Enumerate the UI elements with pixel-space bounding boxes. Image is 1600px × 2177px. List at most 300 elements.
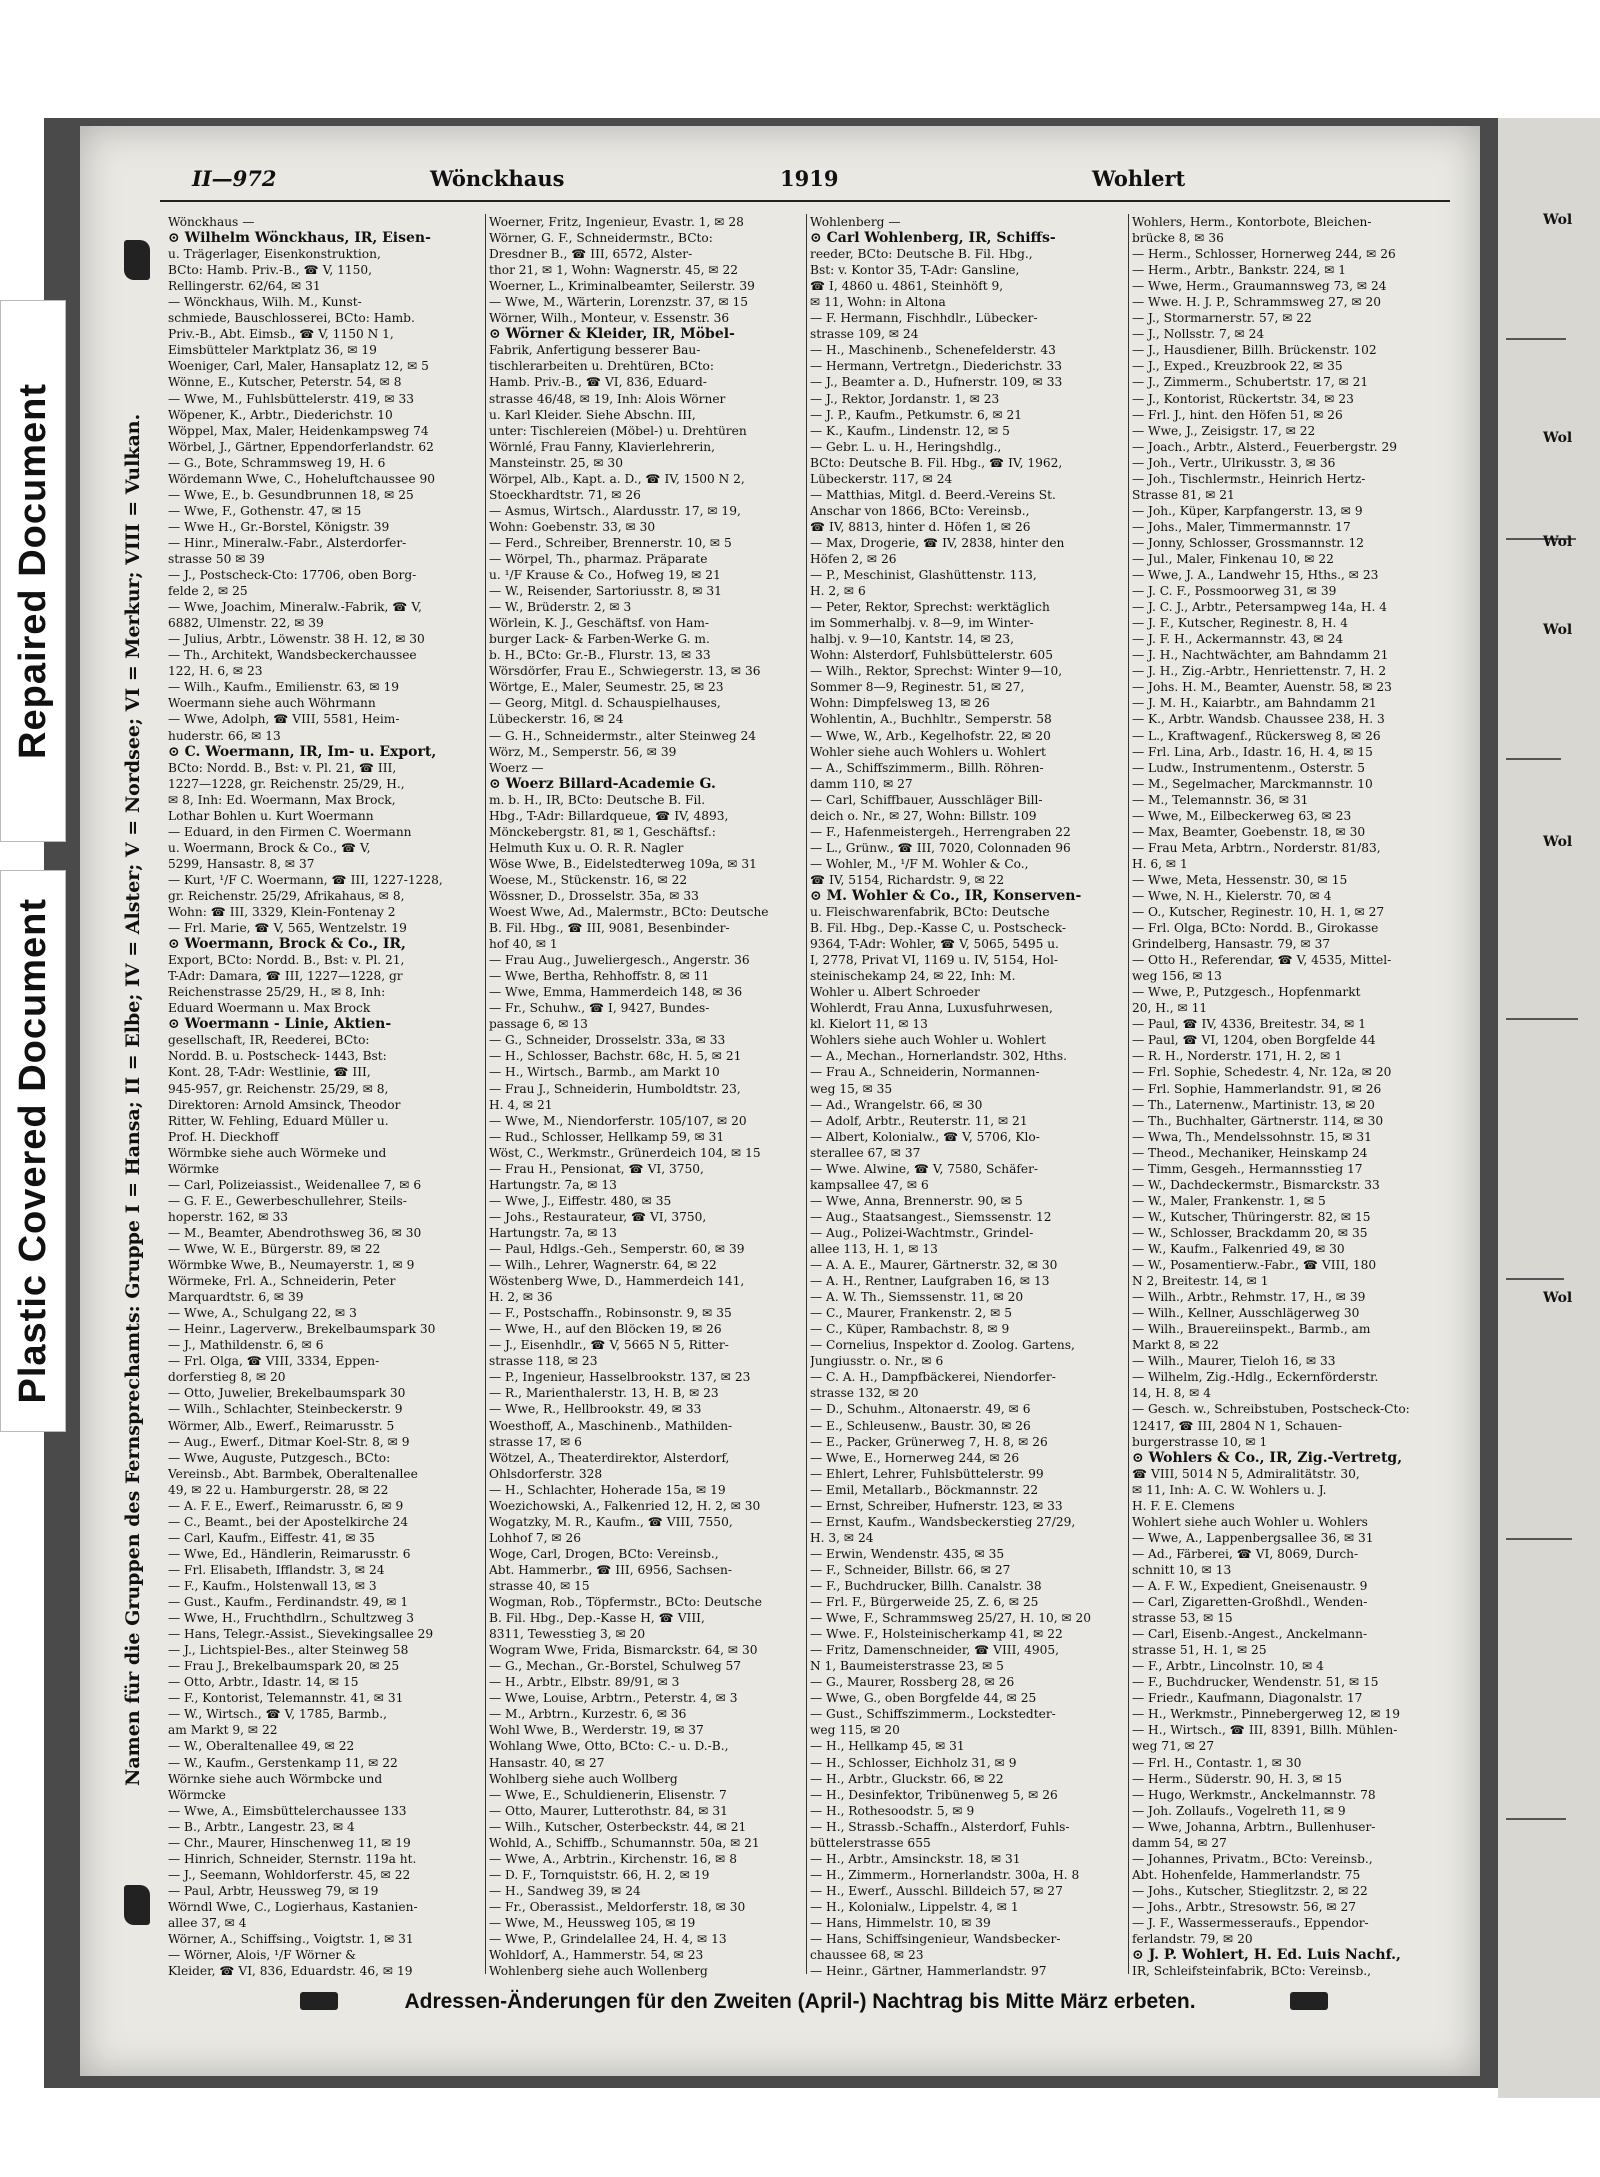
directory-entry-line: Wörlein, K. J., Geschäftsf. von Ham- (489, 616, 710, 631)
directory-entry-line: — Frl. Lina, Arb., Idastr. 16, H. 4, ✉ 15 (1132, 744, 1373, 759)
directory-entry-line: — Gebr. L. u. H., Heringshdlg., (810, 439, 1002, 454)
directory-entry-line: Woeniger, Carl, Maler, Hansaplatz 12, ✉ 5 (168, 359, 429, 374)
directory-entry-line: — Gesch. w., Schreibstuben, Postscheck-Cto: (1132, 1402, 1410, 1417)
directory-entry-line: Wörpel, Alb., Kapt. a. D., ☎ IV, 1500 N 2, (489, 471, 745, 486)
directory-entry-line: — Rud., Schlosser, Hellkamp 59, ✉ 31 (489, 1129, 725, 1144)
directory-entry-line: — Ad., Wrangelstr. 66, ✉ 30 (810, 1097, 983, 1112)
directory-entry-line: — G. H., Schneidermstr., alter Steinweg 24 (489, 728, 757, 743)
directory-entry-line: — Matthias, Mitgl. d. Beerd.-Vereins St. (810, 487, 1056, 502)
directory-entry-line: Markt 8, ✉ 22 (1132, 1338, 1219, 1353)
directory-entry-line: Wönne, E., Kutscher, Peterstr. 54, ✉ 8 (168, 375, 402, 390)
directory-entry-line: 122, H. 6, ✉ 23 (168, 664, 263, 679)
directory-entry-line: Wörndl Wwe, C., Logierhaus, Kastanien- (168, 1899, 418, 1914)
directory-entry-line: Helmuth Kux u. O. R. R. Nagler (489, 840, 684, 855)
directory-entry-line: ⊙ Carl Wohlenberg, IR, Schiffs- (810, 230, 1056, 247)
directory-entry-line: — Frl. H., Contastr. 1, ✉ 30 (1132, 1755, 1302, 1770)
directory-entry-line: Woesthoff, A., Maschinenb., Mathilden- (489, 1418, 733, 1433)
directory-entry-line: huderstr. 66, ✉ 13 (168, 728, 281, 743)
directory-entry-line: — Wwa, Th., Mendelssohnstr. 15, ✉ 31 (1132, 1129, 1372, 1144)
directory-entry-line: — J., Exped., Kreuzbrook 22, ✉ 35 (1132, 359, 1343, 374)
directory-entry-line: — P., Meschinist, Glashüttenstr. 113, (810, 568, 1037, 583)
directory-entry-line: — Gust., Kaufm., Ferdinandstr. 49, ✉ 1 (168, 1595, 409, 1610)
directory-entry-line: — Frau H., Pensionat, ☎ VI, 3750, (489, 1161, 704, 1176)
directory-entry-line: Wöpener, K., Arbtr., Diederichstr. 10 (168, 407, 393, 422)
directory-entry-line: — Wilh., Arbtr., Rehmstr. 17, H., ✉ 39 (1132, 1290, 1366, 1305)
directory-entry-line: — Th., Laternenw., Martinistr. 13, ✉ 20 (1132, 1097, 1375, 1112)
directory-entry-line: — A., Schiffszimmerm., Billh. Röhren- (810, 760, 1044, 775)
directory-entry-line: — Wwe. H. J. P., Schrammsweg 27, ✉ 20 (1132, 295, 1382, 310)
directory-entry-line: — Jonny, Schlosser, Grossmannstr. 12 (1132, 535, 1365, 550)
directory-entry-line: — Johs. H. M., Beamter, Auenstr. 58, ✉ 23 (1132, 680, 1392, 695)
directory-entry-line: 945-957, gr. Reichenstr. 25/29, ✉ 8, (168, 1081, 389, 1096)
directory-entry-line: — Paul, Arbtr, Heussweg 79, ✉ 19 (168, 1883, 379, 1898)
directory-entry-line: — Hans, Telegr.-Assist., Sievekingsallee 29 (168, 1627, 434, 1642)
directory-entry-line: — Frl. Sophie, Hammerlandstr. 91, ✉ 26 (1132, 1081, 1382, 1096)
directory-entry-line: hoperstr. 162, ✉ 33 (168, 1209, 289, 1224)
directory-entry-line: — Ernst, Kaufm., Wandsbeckerstieg 27/29, (810, 1514, 1076, 1529)
directory-entry-line: gr. Reichenstr. 25/29, Afrikahaus, ✉ 8, (168, 888, 405, 903)
directory-entry-line: — J. H., Nachtwächter, am Bahndamm 21 (1132, 648, 1389, 663)
directory-entry-line: — Wwe H., Gr.-Borstel, Königstr. 39 (168, 519, 390, 534)
directory-entry-line: — Ad., Färberei, ☎ VI, 8069, Durch- (1132, 1546, 1359, 1561)
directory-entry-line: — Wwe, Meta, Hessenstr. 30, ✉ 15 (1132, 872, 1348, 887)
directory-entry-line: — H., Wirtsch., ☎ III, 8391, Billh. Mühlen- (1132, 1723, 1398, 1738)
directory-entry-line: — W., Maler, Frankenstr. 1, ✉ 5 (1132, 1193, 1326, 1208)
directory-entry-line: — O., Kutscher, Reginestr. 10, H. 1, ✉ 27 (1132, 905, 1385, 920)
directory-entry-line: — Wwe, Auguste, Putzgesch., BCto: (168, 1450, 391, 1465)
directory-entry-line: — K., Arbtr. Wandsb. Chaussee 238, H. 3 (1132, 712, 1385, 727)
directory-entry-line: Wohn: ☎ III, 3329, Klein-Fontenay 2 (168, 905, 396, 920)
directory-entry-line: Lothar Bohlen u. Kurt Woermann (168, 808, 374, 823)
facing-page-label: Wol (1543, 430, 1573, 446)
directory-entry-line: Strasse 81, ✉ 21 (1132, 487, 1235, 502)
directory-entry-line: Hansastr. 40, ✉ 27 (489, 1755, 605, 1770)
directory-entry-line: — Jul., Maler, Finkenau 10, ✉ 22 (1132, 551, 1334, 566)
directory-entry-line: — Aug., Polizei-Wachtmstr., Grindel- (810, 1225, 1034, 1240)
footer-notice: Adressen-Änderungen für den Zweiten (April-) Nachtrag bis Mitte März erbeten. (404, 1990, 1196, 2013)
directory-entry-line: — J. H., Zig.-Arbtr., Henriettenstr. 7, H. 2 (1132, 664, 1387, 679)
directory-entry-line: — H., Sandweg 39, ✉ 24 (489, 1883, 641, 1898)
directory-entry-line: — H., Hellkamp 45, ✉ 31 (810, 1739, 965, 1754)
directory-entry-line: — Wönckhaus, Wilh. M., Kunst- (168, 295, 362, 310)
directory-entry-line: Woezichowski, A., Falkenried 12, H. 2, ✉ 30 (489, 1498, 761, 1513)
directory-entry-line: — Frau Aug., Juweliergesch., Angerstr. 36 (489, 953, 750, 968)
directory-entry-line: — Wwe, W. E., Bürgerstr. 89, ✉ 22 (168, 1242, 381, 1256)
directory-entry-line: weg 71, ✉ 27 (1132, 1739, 1215, 1754)
directory-entry-line: 9364, T-Adr: Wohler, ☎ V, 5065, 5495 u. (810, 937, 1059, 952)
directory-entry-line: 49, ✉ 22 u. Hamburgerstr. 28, ✉ 22 (168, 1482, 389, 1497)
directory-entry-line: — D., Schuhm., Altonaerstr. 49, ✉ 6 (810, 1402, 1031, 1417)
directory-entry-line: ☎ IV, 5154, Richardstr. 9, ✉ 22 (810, 872, 1005, 887)
directory-entry-line: — J. M. H., Kaiarbtr., am Bahndamm 21 (1132, 696, 1377, 711)
directory-entry-line: — Wwe. F., Holsteinischerkamp 41, ✉ 22 (810, 1627, 1063, 1642)
directory-entry-line: — Joh., Tischlermstr., Heinrich Hertz- (1132, 471, 1366, 486)
directory-entry-line: — Carl, Zigaretten-Großhdl., Wenden- (1132, 1595, 1368, 1610)
directory-entry-line: H. F. E. Clemens (1132, 1498, 1235, 1513)
directory-entry-line: b. H., BCto: Gr.-B., Flurstr. 13, ✉ 33 (489, 648, 711, 663)
directory-entry-line: — A., Mechan., Hornerlandstr. 302, Hths. (810, 1049, 1067, 1064)
directory-entry-line: — F., Buchdrucker, Billh. Canalstr. 38 (810, 1578, 1042, 1593)
directory-entry-line: — Frau A., Schneiderin, Normannen- (810, 1065, 1040, 1080)
directory-entry-line: — D. F., Tornquiststr. 66, H. 2, ✉ 19 (489, 1867, 710, 1882)
directory-entry-line: — Frau Meta, Arbtrn., Norderstr. 81/83, (1132, 840, 1381, 855)
directory-entry-line: — Wilh., Kutscher, Osterbeckstr. 44, ✉ 21 (489, 1819, 747, 1834)
directory-entry-line: — F., Postschaffn., Robinsonstr. 9, ✉ 35 (489, 1306, 732, 1321)
directory-entry-line: — P., Ingenieur, Hasselbrookstr. 137, ✉ 23 (489, 1370, 751, 1385)
directory-entry-line: Rellingerstr. 62/64, ✉ 31 (168, 279, 321, 294)
directory-entry-line: — Wwe, H., auf den Blöcken 19, ✉ 26 (489, 1322, 722, 1337)
directory-entry-line: Wörmer, Alb., Ewerf., Reimarusstr. 5 (168, 1418, 395, 1433)
directory-entry-line: — Wwe, P., Putzgesch., Hopfenmarkt (1132, 985, 1361, 1000)
directory-entry-line: ✉ 11, Wohn: in Altona (810, 295, 946, 310)
facing-page-label: Wol (1543, 834, 1573, 850)
directory-entry-line: — Wwe, Bertha, Rehhoffstr. 8, ✉ 11 (489, 969, 710, 984)
directory-entry-line: — J., Postscheck-Cto: 17706, oben Borg- (168, 568, 417, 583)
directory-entry-line: — W., Kutscher, Thüringerstr. 82, ✉ 15 (1132, 1209, 1371, 1224)
directory-column-1 (168, 214, 498, 1979)
directory-entry-line: Wogatzky, M. R., Kaufm., ☎ VIII, 7550, (489, 1514, 733, 1529)
directory-entry-line: — Frau J., Schneiderin, Humboldtstr. 23, (489, 1081, 741, 1096)
directory-entry-line: — Frl. Olga, BCto: Nordd. B., Girokasse (1132, 921, 1379, 936)
directory-entry-line: — Wwe, Anna, Brennerstr. 90, ✉ 5 (810, 1193, 1023, 1208)
directory-column-3 (810, 214, 1140, 1979)
directory-entry-line: weg 156, ✉ 13 (1132, 969, 1222, 984)
directory-entry-line: — J., Zimmerm., Schubertstr. 17, ✉ 21 (1132, 375, 1369, 390)
directory-entry-line: — H., Schlosser, Eichholz 31, ✉ 9 (810, 1755, 1017, 1770)
directory-entry-line: Reichenstrasse 25/29, H., ✉ 8, Inh: (168, 985, 386, 1000)
directory-entry-line: strasse 46/48, ✉ 19, Inh: Alois Wörner (489, 391, 726, 406)
directory-entry-line: Wohlenberg siehe auch Wollenberg (489, 1964, 708, 1979)
directory-entry-line: — Frl. J., hint. den Höfen 51, ✉ 26 (1132, 407, 1343, 422)
directory-entry-line: 14, H. 8, ✉ 4 (1132, 1386, 1211, 1401)
directory-entry-line: — Max, Beamter, Goebenstr. 18, ✉ 30 (1132, 824, 1366, 839)
directory-entry-line: — J., Beamter a. D., Hufnerstr. 109, ✉ 33 (810, 375, 1063, 390)
directory-entry-line: — Wwe, R., Hellbrookstr. 49, ✉ 33 (489, 1402, 702, 1417)
directory-entry-line: Wohl Wwe, B., Werderstr. 19, ✉ 37 (489, 1723, 704, 1738)
directory-entry-line: — C., Maurer, Frankenstr. 2, ✉ 5 (810, 1306, 1013, 1321)
directory-entry-line: brücke 8, ✉ 36 (1132, 231, 1224, 246)
directory-entry-line: Wöppel, Max, Maler, Heidenkampsweg 74 (168, 423, 429, 438)
directory-entry-line: strasse 109, ✉ 24 (810, 327, 919, 342)
directory-entry-line: deich o. Nr., ✉ 27, Wohn: Billstr. 109 (810, 808, 1037, 823)
directory-entry-line: — Wwe, J., Zeisigstr. 17, ✉ 22 (1132, 423, 1316, 438)
directory-entry-line: ☎ VIII, 5014 N 5, Admiralitätstr. 30, (1132, 1466, 1360, 1481)
directory-entry-line: — Wilh., Kellner, Ausschlägerweg 30 (1132, 1306, 1360, 1321)
directory-entry-line: u. Fleischwarenfabrik, BCto: Deutsche (810, 905, 1050, 920)
directory-entry-line: — J., Eisenhdlr., ☎ V, 5665 N 5, Ritter- (489, 1338, 729, 1353)
directory-entry-line: — F., Kaufm., Holstenwall 13, ✉ 3 (168, 1578, 377, 1593)
directory-entry-line: — Joach., Arbtr., Alsterd., Feuerbergstr. 29 (1132, 439, 1398, 454)
directory-entry-line: Stoeckhardtstr. 71, ✉ 26 (489, 487, 641, 502)
directory-entry-line: — Johs., Maler, Timmermannstr. 17 (1132, 519, 1351, 534)
directory-entry-line: — Frl. Marie, ☎ V, 565, Wentzelstr. 19 (168, 921, 407, 936)
directory-entry-line: u. ¹/F Krause & Co., Hofweg 19, ✉ 21 (489, 568, 721, 583)
directory-entry-line: Mansteinstr. 25, ✉ 30 (489, 455, 623, 470)
directory-entry-line: — Th., Architekt, Wandsbeckerchaussee (168, 648, 417, 663)
directory-entry-line: ⊙ Wilhelm Wönckhaus, IR, Eisen- (168, 230, 431, 247)
directory-column-2 (489, 214, 819, 1979)
directory-entry-line: — Wohler, M., ¹/F M. Wohler & Co., (810, 856, 1029, 871)
directory-entry-line: — W., Kaufm., Falkenried 49, ✉ 30 (1132, 1242, 1345, 1256)
directory-entry-line: — F., Buchdrucker, Wendenstr. 51, ✉ 15 (1132, 1675, 1379, 1690)
directory-entry-line: — J. F. H., Ackermannstr. 43, ✉ 24 (1132, 632, 1344, 647)
directory-entry-line: — Wwe, Emma, Hammerdeich 148, ✉ 36 (489, 985, 743, 1000)
directory-entry-line: — Johs., Restaurateur, ☎ VI, 3750, (489, 1209, 707, 1224)
directory-entry-line: — W., Schlosser, Brackdamm 20, ✉ 35 (1132, 1225, 1368, 1240)
directory-entry-line: Mönckebergstr. 81, ✉ 1, Geschäftsf.: (489, 824, 716, 839)
directory-entry-line: Woerz — (489, 760, 544, 775)
facing-page-label: Wol (1543, 622, 1573, 638)
directory-entry-line: Wörmke (168, 1161, 220, 1176)
directory-entry-line: — J., Mathildenstr. 6, ✉ 6 (168, 1338, 324, 1353)
directory-entry-line: — H., Arbtr., Elbstr. 89/91, ✉ 3 (489, 1675, 680, 1690)
page-number: II—972 (192, 166, 277, 191)
directory-entry-line: ⊙ M. Wohler & Co., IR, Konserven- (810, 887, 1082, 904)
directory-entry-line: — H., Zimmerm., Hornerlandstr. 300a, H. 8 (810, 1867, 1080, 1882)
directory-entry-line: 8311, Tewesstieg 3, ✉ 20 (489, 1627, 646, 1642)
directory-entry-line: — Wwe, F., Schrammsweg 25/27, H. 10, ✉ 20 (810, 1611, 1092, 1626)
directory-entry-line: — Ehlert, Lehrer, Fuhlsbüttelerstr. 99 (810, 1466, 1044, 1481)
directory-entry-line: — Chr., Maurer, Hinschenweg 11, ✉ 19 (168, 1835, 411, 1850)
directory-entry-line: Bst: v. Kontor 35, T-Adr: Gansline, (810, 263, 1020, 278)
directory-entry-line: — Wilh., Maurer, Tieloh 16, ✉ 33 (1132, 1354, 1336, 1369)
directory-entry-line: weg 115, ✉ 20 (810, 1723, 900, 1738)
directory-entry-line: — J., Hausdiener, Billh. Brückenstr. 102 (1132, 343, 1377, 358)
directory-entry-line: — H., Schlosser, Bachstr. 68c, H. 5, ✉ 21 (489, 1049, 742, 1064)
directory-entry-line: u. Woermann, Brock & Co., ☎ V, (168, 840, 371, 855)
directory-entry-line: Wohlberg siehe auch Wollberg (489, 1771, 678, 1786)
directory-entry-line: am Markt 9, ✉ 22 (168, 1723, 278, 1738)
directory-entry-line: — W., Posamentierw.-Fabr., ☎ VIII, 180 (1132, 1258, 1377, 1273)
directory-entry-line: — J., Rektor, Jordanstr. 1, ✉ 23 (810, 391, 1000, 406)
directory-entry-line: tischlerarbeiten u. Drehtüren, BCto: (489, 359, 714, 374)
directory-entry-line: im Sommerhalbj. v. 8—9, im Winter- (810, 616, 1034, 631)
directory-entry-line: Kont. 28, T-Adr: Westlinie, ☎ III, (168, 1065, 371, 1080)
directory-entry-line: — Wwe, M., Heussweg 105, ✉ 19 (489, 1915, 696, 1930)
directory-entry-line: büttelerstrasse 655 (810, 1835, 931, 1850)
directory-entry-line: — Johs., Arbtr., Stresowstr. 56, ✉ 27 (1132, 1899, 1356, 1914)
directory-entry-line: — Wörner, Alois, ¹/F Wörner & (168, 1948, 356, 1963)
directory-entry-line: Ohlsdorferstr. 328 (489, 1466, 603, 1481)
directory-entry-line: Wohlang Wwe, Otto, BCto: C.- u. D.-B., (489, 1739, 729, 1754)
directory-entry-line: weg 15, ✉ 35 (810, 1081, 893, 1096)
directory-entry-line: — Ludw., Instrumentenm., Osterstr. 5 (1132, 760, 1365, 775)
pointing-hand-icon (124, 240, 150, 280)
directory-entry-line: — A. A. E., Maurer, Gärtnerstr. 32, ✉ 30 (810, 1258, 1058, 1273)
directory-entry-line: Wöse Wwe, B., Eidelstedterweg 109a, ✉ 31 (489, 856, 757, 871)
directory-entry-line: — Wilh., Rektor, Sprechst: Winter 9—10, (810, 664, 1063, 679)
directory-entry-line: — Wwe, M., Niendorferstr. 105/107, ✉ 20 (489, 1113, 747, 1128)
directory-entry-line: strasse 17, ✉ 6 (489, 1434, 582, 1449)
repaired-document-label: Repaired Document (0, 300, 66, 842)
directory-entry-line: Wöst, C., Werkmstr., Grünerdeich 104, ✉ 15 (489, 1145, 761, 1160)
directory-entry-line: — Cornelius, Inspektor d. Zoolog. Gartens, (810, 1338, 1075, 1353)
directory-entry-line: — Peter, Rektor, Sprechst: werktäglich (810, 600, 1050, 615)
directory-entry-line: — Ferd., Schreiber, Brennerstr. 10, ✉ 5 (489, 535, 732, 550)
directory-entry-line: Wohlerdt, Frau Anna, Luxusfuhrwesen, (810, 1001, 1053, 1016)
directory-entry-line: — Friedr., Kaufmann, Diagonalstr. 17 (1132, 1691, 1363, 1706)
directory-entry-line: 5299, Hansastr. 8, ✉ 37 (168, 856, 315, 871)
directory-entry-line: — R., Marienthalerstr. 13, H. B, ✉ 23 (489, 1386, 719, 1401)
directory-entry-line: — Wwe, Joachim, Mineralw.-Fabrik, ☎ V, (168, 600, 422, 615)
directory-entry-line: kampsallee 47, ✉ 6 (810, 1177, 929, 1192)
directory-entry-line: — J., Stormarnerstr. 57, ✉ 22 (1132, 311, 1312, 326)
directory-entry-line: Wörbel, J., Gärtner, Eppendorferlandstr. 62 (168, 439, 434, 454)
directory-entry-line: — Wwe. Alwine, ☎ V, 7580, Schäfer- (810, 1161, 1039, 1176)
directory-entry-line: — B., Arbtr., Langestr. 23, ✉ 4 (168, 1819, 355, 1834)
directory-entry-line: ✉ 8, Inh: Ed. Woermann, Max Brock, (168, 792, 396, 807)
directory-entry-line: — R. H., Norderstr. 171, H. 2, ✉ 1 (1132, 1049, 1343, 1064)
directory-entry-line: — H., Wirtsch., Barmb., am Markt 10 (489, 1065, 720, 1080)
facing-page-edge (1498, 118, 1600, 2098)
directory-entry-line: — Fr., Oberassist., Meldorferstr. 18, ✉ 30 (489, 1899, 746, 1914)
header-year: 1919 (780, 166, 839, 191)
directory-entry-line: Direktoren: Arnold Amsinck, Theodor (168, 1097, 401, 1112)
directory-entry-line: B. Fil. Hbg., Dep.-Kasse C, u. Postscheck- (810, 921, 1066, 936)
directory-entry-line: — G., Maurer, Rossberg 28, ✉ 26 (810, 1675, 1015, 1690)
directory-entry-line: I, 2778, Privat VI, 1169 u. IV, 5154, Hol- (810, 953, 1059, 968)
directory-entry-line: Wohn: Dimpfelsweg 13, ✉ 26 (810, 696, 990, 711)
directory-entry-line: — Timm, Gesgeh., Hermannsstieg 17 (1132, 1161, 1363, 1176)
directory-entry-line: Sommer 8—9, Reginestr. 51, ✉ 27, (810, 680, 1025, 695)
directory-entry-line: — F. Hermann, Fischhdlr., Lübecker- (810, 311, 1038, 326)
directory-entry-line: H. 3, ✉ 24 (810, 1530, 874, 1545)
directory-entry-line: — Erwin, Wendenstr. 435, ✉ 35 (810, 1546, 1005, 1561)
directory-entry-line: Wördemann Wwe, C., Hoheluftchaussee 90 (168, 471, 435, 486)
directory-entry-line: — C., Beamt., bei der Apostelkirche 24 (168, 1514, 409, 1529)
directory-entry-line: — A. F. E., Ewerf., Reimarusstr. 6, ✉ 9 (168, 1498, 404, 1513)
directory-entry-line: Woerner, L., Kriminalbeamter, Seilerstr. 39 (489, 279, 755, 294)
header-last-keyword: Wohlert (1092, 166, 1186, 191)
directory-entry-line: H. 6, ✉ 1 (1132, 856, 1188, 871)
directory-entry-line: Wössner, D., Drosselstr. 35a, ✉ 33 (489, 888, 699, 903)
directory-entry-line: — Wwe, Adolph, ☎ VIII, 5581, Heim- (168, 712, 400, 727)
directory-entry-line: — G., Schneider, Drosselstr. 33a, ✉ 33 (489, 1033, 726, 1048)
directory-entry-line: — Wilh., Kaufm., Emilienstr. 63, ✉ 19 (168, 680, 399, 695)
directory-entry-line: Wohldorf, A., Hammerstr. 54, ✉ 23 (489, 1948, 704, 1963)
directory-entry-line: H. 2, ✉ 6 (810, 584, 866, 599)
directory-entry-line: — Wwe, M., Wärterin, Lorenzstr. 37, ✉ 15 (489, 295, 749, 310)
directory-entry-line: ☎ IV, 8813, hinter d. Höfen 1, ✉ 26 (810, 519, 1031, 534)
directory-entry-line: — Carl, Schiffbauer, Ausschläger Bill- (810, 792, 1043, 807)
directory-entry-line: — Hinr., Mineralw.-Fabr., Alsterdorfer- (168, 535, 407, 550)
directory-entry-line: — H., Maschinenb., Schenefelderstr. 43 (810, 343, 1056, 358)
directory-entry-line: Eduard Woermann u. Max Brock (168, 1001, 371, 1016)
directory-entry-line: IR, Schleifsteinfabrik, BCto: Vereinsb., (1132, 1964, 1372, 1979)
directory-entry-line: — Th., Buchhalter, Gärtnerstr. 114, ✉ 30 (1132, 1113, 1384, 1128)
directory-entry-line: ⊙ Woerz Billard-Academie G. (489, 775, 716, 792)
directory-entry-line: BCto: Hamb. Priv.-B., ☎ V, 1150, (168, 263, 373, 278)
directory-entry-line: — Max, Drogerie, ☎ IV, 2838, hinter den (810, 535, 1065, 550)
directory-entry-line: ⊙ Wohlers & Co., IR, Zig.-Vertretg, (1132, 1449, 1403, 1466)
directory-entry-line: — A. F. W., Expedient, Gneisenaustr. 9 (1132, 1578, 1368, 1593)
directory-entry-line: — Hinrich, Schneider, Sternstr. 119a ht. (168, 1851, 417, 1866)
directory-entry-line: — M., Segelmacher, Marckmannstr. 10 (1132, 776, 1373, 791)
directory-entry-line: Lübeckerstr. 16, ✉ 24 (489, 712, 624, 727)
directory-entry-line: strasse 132, ✉ 20 (810, 1386, 919, 1401)
directory-entry-line: — W., Dachdeckermstr., Bismarckstr. 33 (1132, 1177, 1380, 1192)
directory-entry-line: N 2, Breitestr. 14, ✉ 1 (1132, 1274, 1269, 1289)
directory-entry-line: — Wwe, E., Hornerweg 244, ✉ 26 (810, 1450, 1020, 1465)
directory-entry-line: — H., Kolonialw., Lippelstr. 4, ✉ 1 (810, 1899, 1019, 1914)
directory-entry-line: ✉ 11, Inh: A. C. W. Wohlers u. J. (1132, 1482, 1327, 1497)
directory-entry-line: — Wwe, W., Arb., Kegelhofstr. 22, ✉ 20 (810, 728, 1051, 743)
directory-entry-line: — Joh. Zollaufs., Vogelreth 11, ✉ 9 (1132, 1803, 1346, 1818)
directory-entry-line: thor 21, ✉ 1, Wohn: Wagnerstr. 45, ✉ 22 (489, 263, 739, 278)
facing-page-label: Wol (1543, 212, 1573, 228)
directory-entry-line: Priv.-B., Abt. Eimsb., ☎ V, 1150 N 1, (168, 327, 394, 342)
directory-entry-line: — Frau J., Brekelbaumspark 20, ✉ 25 (168, 1659, 400, 1674)
directory-entry-line: — Wwe, M., Eilbeckerweg 63, ✉ 23 (1132, 808, 1352, 823)
directory-entry-line: H. 4, ✉ 21 (489, 1097, 553, 1112)
facing-page-label: Wol (1543, 534, 1573, 550)
directory-entry-line: — Wilh., Schlachter, Steinbeckerstr. 9 (168, 1402, 403, 1417)
plastic-covered-document-label: Plastic Covered Document (0, 870, 66, 1432)
directory-entry-line: — Wwe, N. H., Kielerstr. 70, ✉ 4 (1132, 888, 1332, 903)
directory-entry-line: B. Fil. Hbg., Dep.-Kasse H, ☎ VIII, (489, 1611, 705, 1626)
directory-entry-line: Wörner, Wilh., Monteur, v. Essenstr. 36 (489, 311, 730, 326)
directory-entry-line: Wohld, A., Schiffb., Schumannstr. 50a, ✉ 21 (489, 1835, 760, 1850)
directory-entry-line: — Asmus, Wirtsch., Alardusstr. 17, ✉ 19, (489, 503, 741, 518)
directory-entry-line: — J. F., Kutscher, Reginestr. 8, H. 4 (1132, 616, 1349, 631)
directory-entry-line: Wohlenberg — (810, 215, 901, 229)
directory-entry-line: Wohler u. Albert Schroeder (810, 985, 980, 1000)
directory-entry-line: u. Karl Kleider. Siehe Abschn. III, (489, 407, 696, 422)
directory-entry-line: 20, H., ✉ 11 (1132, 1001, 1208, 1016)
directory-entry-line: kl. Kielort 11, ✉ 13 (810, 1017, 928, 1032)
directory-entry-line: Wohlers, Herm., Kontorbote, Bleichen- (1132, 215, 1372, 229)
directory-entry-line: schnitt 10, ✉ 13 (1132, 1562, 1232, 1577)
directory-entry-line: — Carl, Eisenb.-Angest., Anckelmann- (1132, 1627, 1368, 1642)
directory-entry-line: — Hans, Himmelstr. 10, ✉ 39 (810, 1915, 991, 1930)
directory-entry-line: Anschar von 1866, BCto: Vereinsb., (810, 503, 1030, 518)
directory-entry-line: — W., Brüderstr. 2, ✉ 3 (489, 600, 632, 615)
directory-entry-line: — M., Beamter, Abendrothsweg 36, ✉ 30 (168, 1225, 422, 1240)
directory-entry-line: — Wwe, J. A., Landwehr 15, Hths., ✉ 23 (1132, 568, 1379, 583)
directory-entry-line: Wohler siehe auch Wohlers u. Wohlert (810, 744, 1046, 759)
directory-entry-line: strasse 40, ✉ 15 (489, 1578, 590, 1593)
directory-entry-line: — Aug., Ewerf., Ditmar Koel-Str. 8, ✉ 9 (168, 1434, 410, 1449)
directory-entry-line: ⊙ Woermann, Brock & Co., IR, (168, 936, 406, 953)
directory-entry-line: 6882, Ulmenstr. 22, ✉ 39 (168, 616, 324, 631)
directory-entry-line: sterallee 67, ✉ 37 (810, 1145, 921, 1160)
directory-entry-line: — C. A. H., Dampfbäckerei, Niendorfer- (810, 1370, 1056, 1385)
directory-entry-line: Vereinsb., Abt. Barmbek, Oberaltenallee (168, 1466, 418, 1481)
directory-entry-line: Wörmbke siehe auch Wörmeke und (168, 1145, 387, 1160)
directory-entry-line: — Frl. F., Bürgerweide 25, Z. 6, ✉ 25 (810, 1595, 1039, 1610)
directory-entry-line: Wörmeke, Frl. A., Schneiderin, Peter (168, 1274, 396, 1289)
directory-entry-line: — F., Schneider, Billstr. 66, ✉ 27 (810, 1562, 1011, 1577)
directory-entry-line: — Albert, Kolonialw., ☎ V, 5706, Klo- (810, 1129, 1040, 1144)
directory-entry-line: Wötzel, A., Theaterdirektor, Alsterdorf, (489, 1450, 730, 1465)
directory-entry-line: Lübeckerstr. 117, ✉ 24 (810, 471, 953, 486)
directory-entry-line: — Carl, Polizeiassist., Weidenallee 7, ✉ 6 (168, 1177, 422, 1192)
directory-entry-line: schmiede, Bauschlosserei, BCto: Hamb. (168, 311, 415, 326)
directory-entry-line: strasse 51, H. 1, ✉ 25 (1132, 1643, 1267, 1658)
directory-entry-line: Wörmbke Wwe, B., Neumayerstr. 1, ✉ 9 (168, 1258, 415, 1273)
directory-entry-line: — Wwe, A., Lappenbergsallee 36, ✉ 31 (1132, 1530, 1374, 1545)
directory-entry-line: — Frl. Olga, ☎ VIII, 3334, Eppen- (168, 1354, 380, 1369)
directory-entry-line: — H., Schlachter, Hoherade 15a, ✉ 19 (489, 1482, 726, 1497)
pointing-hand-icon (124, 1885, 150, 1925)
directory-entry-line: felde 2, ✉ 25 (168, 584, 248, 599)
directory-entry-line: — Herm., Süderstr. 90, H. 3, ✉ 15 (1132, 1771, 1343, 1786)
directory-column-4 (1132, 214, 1462, 1979)
directory-entry-line: Abt. Hohenfelde, Hammerlandstr. 75 (1132, 1867, 1361, 1882)
directory-entry-line: Jungiusstr. o. Nr., ✉ 6 (810, 1354, 944, 1369)
directory-entry-line: — W., Oberaltenallee 49, ✉ 22 (168, 1739, 355, 1754)
directory-entry-line: — K., Kaufm., Lindenstr. 12, ✉ 5 (810, 423, 1010, 438)
